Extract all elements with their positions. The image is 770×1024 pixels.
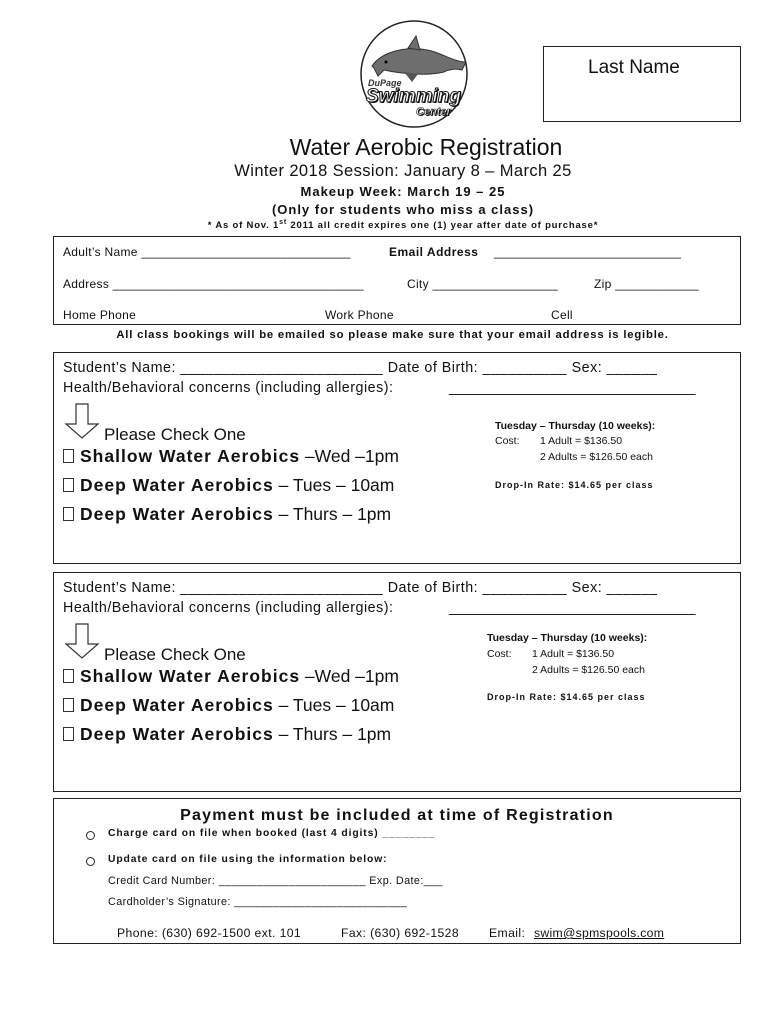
- page-title: Water Aerobic Registration: [289, 134, 563, 160]
- option-deep-tues[interactable]: [63, 695, 394, 716]
- price-two-adults: 2 Adults = $126.50 each: [532, 664, 645, 676]
- zip-field[interactable]: Zip ____________: [594, 277, 699, 291]
- logo: [358, 18, 470, 130]
- pricing-title: Tuesday – Thursday (10 weeks):: [495, 420, 656, 432]
- checkbox[interactable]: [63, 698, 74, 712]
- option-name: Shallow Water Aerobics: [80, 446, 301, 466]
- charge-card-option[interactable]: Charge card on file when booked (last 4 digits) ________: [108, 828, 436, 839]
- credit-note: [0, 219, 770, 231]
- health-concerns-field[interactable]: _______________________________: [449, 380, 696, 396]
- email-label: Email:: [489, 926, 526, 940]
- price-one-adult: 1 Adult = $136.50: [540, 435, 623, 447]
- student-box-2: [53, 572, 741, 792]
- email-address-field[interactable]: ____________________________: [494, 245, 681, 259]
- option-name: Deep Water Aerobics: [80, 695, 274, 715]
- adult-name-field[interactable]: Adult’s Name ______________________________: [63, 245, 351, 259]
- arrow-down-icon: [64, 622, 102, 665]
- option-time: – Thurs – 1pm: [273, 724, 392, 744]
- price-two-adults: 2 Adults = $126.50 each: [540, 451, 653, 463]
- cardholder-signature-field[interactable]: Cardholder’s Signature: ___________________________: [108, 896, 408, 908]
- option-name: Shallow Water Aerobics: [80, 666, 301, 686]
- email-link[interactable]: swim@spmspools.com: [534, 926, 665, 940]
- makeup-note: (Only for students who miss a class): [271, 202, 535, 217]
- please-check-one: Please Check One: [104, 645, 246, 664]
- cost-label: Cost:: [487, 648, 512, 660]
- option-shallow-wed[interactable]: [63, 446, 399, 467]
- radio-charge-card[interactable]: [86, 831, 95, 840]
- cost-label: Cost:: [495, 435, 520, 447]
- checkbox[interactable]: [63, 669, 74, 683]
- please-check-one: Please Check One: [104, 425, 246, 444]
- address-field[interactable]: Address ____________________________________: [63, 277, 364, 291]
- health-concerns-label: Health/Behavioral concerns (including allergies):: [63, 380, 394, 396]
- option-time: – Tues – 10am: [273, 475, 395, 495]
- payment-heading: Payment must be included at time of Registration: [180, 807, 614, 824]
- checkbox[interactable]: [63, 727, 74, 741]
- makeup-week: Makeup Week: March 19 – 25: [300, 184, 506, 199]
- logo-text-dupage: DuPage: [368, 78, 402, 88]
- checkbox[interactable]: [63, 478, 74, 492]
- credit-note-pre: * As of Nov. 1: [207, 220, 280, 232]
- health-concerns-field[interactable]: _______________________________: [449, 600, 696, 616]
- credit-note-sup: st: [279, 219, 287, 226]
- credit-note-post: 2011 all credit expires one (1) year after date of purchase*: [286, 220, 599, 232]
- option-shallow-wed[interactable]: [63, 666, 399, 687]
- option-time: –Wed –1pm: [300, 446, 399, 466]
- city-field[interactable]: City __________________: [407, 277, 559, 291]
- option-deep-thurs[interactable]: [63, 504, 391, 525]
- drop-in-rate: Drop-In Rate: $14.65 per class: [495, 480, 654, 490]
- work-phone-field[interactable]: Work Phone: [325, 308, 394, 322]
- update-card-option[interactable]: Update card on file using the information below:: [108, 854, 388, 865]
- last-name-box[interactable]: [543, 46, 741, 122]
- phone-number: Phone: (630) 692-1500 ext. 101: [117, 926, 302, 940]
- arrow-down-icon: [64, 402, 102, 445]
- drop-in-rate: Drop-In Rate: $14.65 per class: [487, 692, 646, 702]
- option-time: – Tues – 10am: [273, 695, 395, 715]
- option-time: –Wed –1pm: [300, 666, 399, 686]
- email-address-label: Email Address: [389, 245, 479, 259]
- health-concerns-label: Health/Behavioral concerns (including allergies):: [63, 600, 394, 616]
- option-deep-tues[interactable]: [63, 475, 394, 496]
- last-name-label: Last Name: [588, 57, 680, 78]
- fax-number: Fax: (630) 692-1528: [341, 926, 460, 940]
- email-notice: All class bookings will be emailed so please make sure that your email address is legible.: [116, 329, 669, 341]
- logo-text-center: Center: [416, 106, 451, 118]
- pricing-title: Tuesday – Thursday (10 weeks):: [487, 632, 648, 644]
- option-name: Deep Water Aerobics: [80, 724, 274, 744]
- price-one-adult: 1 Adult = $136.50: [532, 648, 615, 660]
- cell-field[interactable]: Cell: [551, 308, 573, 322]
- option-name: Deep Water Aerobics: [80, 475, 274, 495]
- option-name: Deep Water Aerobics: [80, 504, 274, 524]
- option-time: – Thurs – 1pm: [273, 504, 392, 524]
- student-name-line[interactable]: Student’s Name: ________________________ Date of Birth: __________ Sex: ______: [63, 580, 658, 596]
- adult-info-box: [53, 236, 741, 325]
- checkbox[interactable]: [63, 507, 74, 521]
- session-dates: Winter 2018 Session: January 8 – March 25: [234, 162, 572, 180]
- option-deep-thurs[interactable]: [63, 724, 391, 745]
- home-phone-field[interactable]: Home Phone: [63, 308, 137, 322]
- credit-card-number-field[interactable]: Credit Card Number: _______________________ Exp. Date:___: [108, 875, 443, 887]
- checkbox[interactable]: [63, 449, 74, 463]
- radio-update-card[interactable]: [86, 857, 95, 866]
- payment-box: [53, 798, 741, 944]
- logo-text-swimming: Swimming: [366, 86, 462, 107]
- student-name-line[interactable]: Student’s Name: ________________________ Date of Birth: __________ Sex: ______: [63, 360, 658, 376]
- student-box-1: [53, 352, 741, 564]
